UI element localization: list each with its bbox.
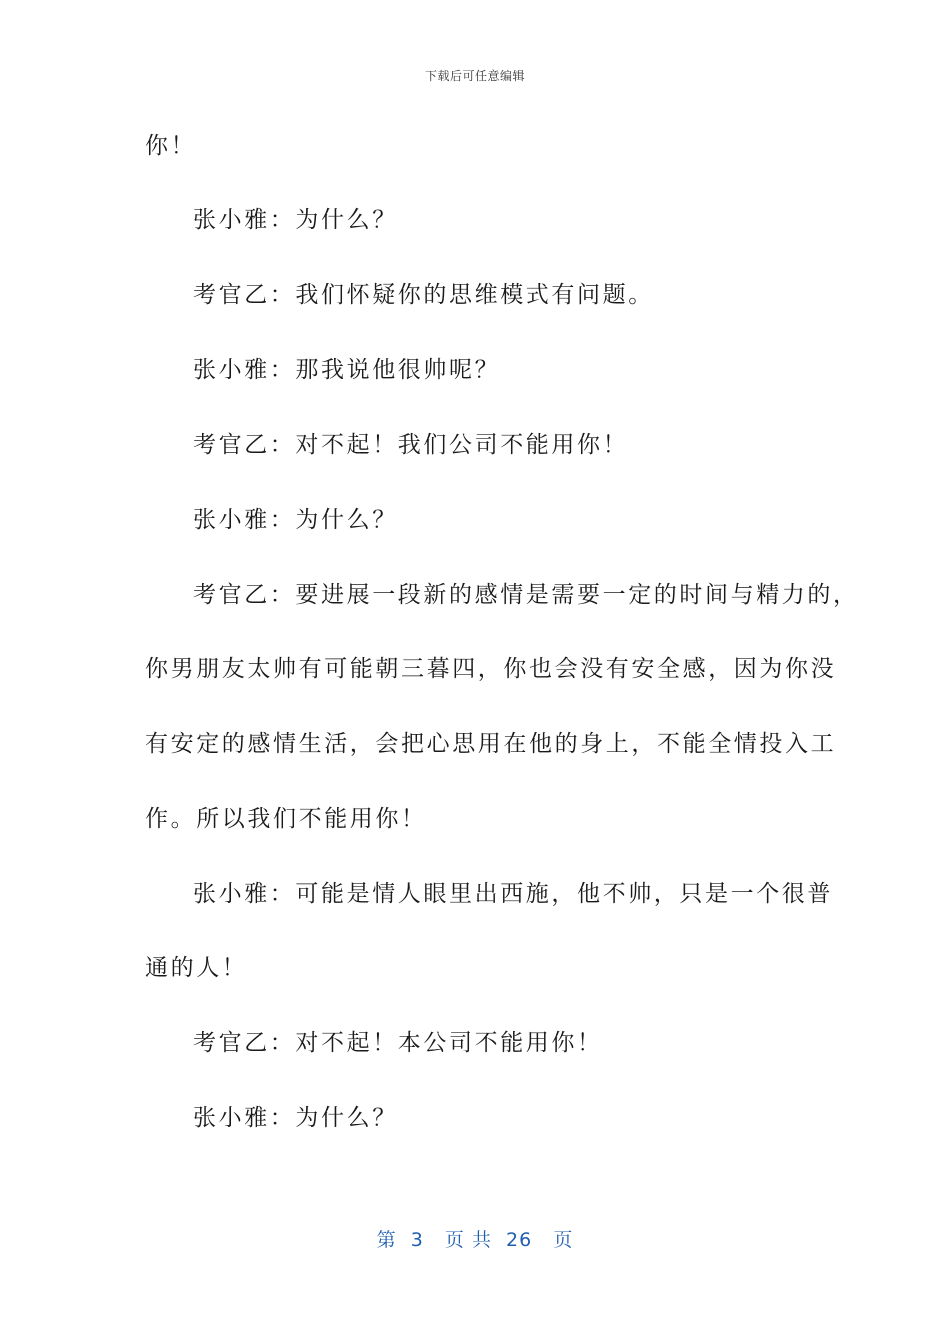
text-line: 通的人！ — [145, 955, 248, 981]
text-line: 张小雅：为什么？ — [193, 507, 398, 533]
text-line: 你！ — [145, 133, 197, 159]
text-line: 张小雅：可能是情人眼里出西施，他不帅，只是一个很普 — [193, 881, 833, 907]
text-line: 有安定的感情生活，会把心思用在他的身上，不能全情投入工 — [145, 731, 837, 757]
text-line: 考官乙：我们怀疑你的思维模式有问题。 — [193, 282, 654, 308]
text-line: 张小雅：为什么？ — [193, 1105, 398, 1131]
text-line: 张小雅：那我说他很帅呢？ — [193, 357, 501, 383]
text-line: 你男朋友太帅有可能朝三暮四，你也会没有安全感，因为你没 — [145, 656, 837, 682]
text-line: 张小雅：为什么？ — [193, 207, 398, 233]
page-header: 下载后可任意编辑 — [424, 69, 525, 83]
text-line: 考官乙：要进展一段新的感情是需要一定的时间与精力的， — [193, 582, 859, 608]
text-line: 作。所以我们不能用你！ — [145, 806, 427, 832]
text-line: 考官乙：对不起！本公司不能用你！ — [193, 1030, 603, 1056]
text-line: 考官乙：对不起！我们公司不能用你！ — [193, 432, 629, 458]
page-number-footer: 第 3 页 共 26 页 — [376, 1229, 574, 1251]
